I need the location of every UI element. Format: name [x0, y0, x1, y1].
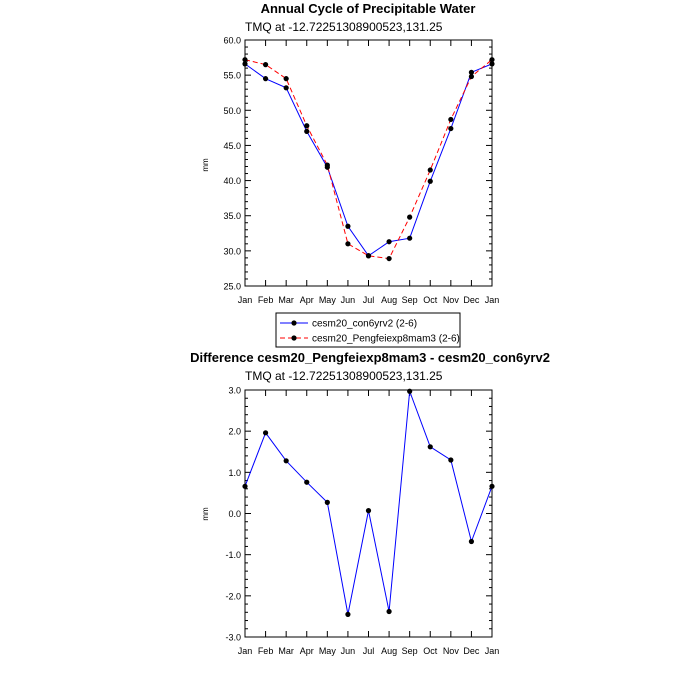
y-tick-label: 2.0 [228, 426, 241, 437]
series-2-point [448, 117, 453, 122]
x-tick-label: Nov [442, 646, 459, 656]
series-1-point [304, 129, 309, 134]
x-tick-label: Feb [257, 295, 274, 305]
series-2-point [242, 57, 247, 62]
series-1-point [448, 126, 453, 131]
x-tick-label: Jan [484, 646, 500, 656]
plot-frame [245, 390, 492, 637]
x-tick-label: Aug [381, 646, 398, 656]
series-1-point [284, 85, 289, 90]
y-tick-label: 3.0 [228, 385, 241, 396]
series-1-point [345, 612, 350, 617]
series-line-1 [245, 391, 492, 614]
x-tick-label: Nov [442, 295, 459, 305]
x-tick-label: Mar [278, 646, 294, 656]
series-group [242, 57, 494, 261]
axis-ticks [245, 40, 492, 286]
y-tick-label: 30.0 [223, 246, 241, 257]
series-1-point [428, 179, 433, 184]
chart-subtitle: TMQ at -12.72251308900523,131.25 [245, 20, 443, 34]
series-1-point [325, 500, 330, 505]
series-1-point [366, 508, 371, 513]
y-tick-label: 55.0 [223, 70, 241, 81]
series-2-point [325, 163, 330, 168]
y-tick-label: 40.0 [223, 176, 241, 187]
series-2-point [428, 167, 433, 172]
y-tick-label: 60.0 [223, 35, 241, 46]
series-2-point [386, 256, 391, 261]
series-2-point [489, 57, 494, 62]
chart-subtitle: TMQ at -12.72251308900523,131.25 [245, 369, 443, 383]
series-1-point [386, 609, 391, 614]
series-1-point [242, 484, 247, 489]
series-1-point [304, 480, 309, 485]
plot-frame [245, 40, 492, 286]
y-axis-label: mm [201, 158, 210, 172]
difference-chart [190, 350, 550, 656]
x-tick-label: Jul [362, 295, 375, 305]
x-tick-label: Feb [257, 646, 274, 656]
x-tick-label: May [318, 295, 336, 305]
x-tick-label: Jan [484, 295, 500, 305]
x-tick-label: Apr [299, 295, 314, 305]
series-1-point [263, 76, 268, 81]
x-tick-label: Dec [463, 646, 480, 656]
series-1-point [386, 239, 391, 244]
series-2-point [366, 253, 371, 258]
series-line-1 [245, 64, 492, 256]
y-tick-label: -2.0 [225, 591, 241, 602]
y-tick-label: -3.0 [225, 632, 241, 643]
x-tick-label: Jan [237, 646, 253, 656]
x-tick-label: Sep [401, 646, 418, 656]
series-2-point [263, 62, 268, 67]
chart-title: Annual Cycle of Precipitable Water [260, 1, 476, 16]
legend-marker-series-2 [291, 335, 296, 340]
series-group [242, 389, 494, 617]
y-tick-label: 35.0 [223, 211, 241, 222]
x-tick-label: Mar [278, 295, 294, 305]
x-tick-label: Jun [340, 295, 356, 305]
chart-title: Difference cesm20_Pengfeiexp8mam3 - cesm20_con6yrv2 [190, 350, 550, 365]
series-2-point [284, 76, 289, 81]
series-2-point [407, 215, 412, 220]
y-tick-label: 45.0 [223, 140, 241, 151]
x-tick-label: Jun [340, 646, 356, 656]
legend [276, 313, 460, 347]
axis-ticks [245, 390, 492, 637]
y-tick-label: 0.0 [228, 509, 241, 519]
y-tick-label: -1.0 [225, 550, 241, 561]
legend-label-series-1: cesm20_con6yrv2 (2-6) [312, 318, 418, 330]
series-2-point [469, 74, 474, 79]
series-1-point [284, 458, 289, 463]
x-tick-labels [238, 295, 500, 305]
y-tick-label: 1.0 [228, 467, 241, 478]
series-2-point [304, 123, 309, 128]
x-tick-label: Sep [401, 295, 418, 305]
series-line-2 [245, 60, 492, 259]
series-1-point [407, 389, 412, 394]
x-tick-label: May [318, 646, 336, 656]
x-tick-label: Aug [381, 295, 398, 305]
series-1-point [428, 444, 433, 449]
legend-label-series-2: cesm20_Pengfeiexp8mam3 (2-6) [312, 333, 460, 345]
y-tick-labels [223, 36, 241, 292]
series-1-point [345, 224, 350, 229]
series-1-point [263, 430, 268, 435]
x-tick-label: Jul [362, 646, 375, 656]
x-tick-label: Apr [299, 646, 314, 656]
series-2-point [345, 241, 350, 246]
legend-marker-series-1 [291, 320, 296, 325]
x-tick-labels [238, 646, 500, 656]
y-axis-label: mm [201, 507, 210, 521]
series-1-point [489, 484, 494, 489]
x-tick-label: Oct [423, 295, 438, 305]
series-1-point [407, 236, 412, 241]
x-tick-label: Jan [237, 295, 253, 305]
series-1-point [469, 539, 474, 544]
x-tick-label: Oct [423, 646, 438, 656]
y-tick-label: 50.0 [223, 105, 241, 116]
y-tick-label: 25.0 [223, 281, 241, 292]
annual-cycle-chart [201, 1, 499, 305]
y-tick-labels [225, 386, 241, 643]
series-1-point [448, 457, 453, 462]
x-tick-label: Dec [463, 295, 480, 305]
